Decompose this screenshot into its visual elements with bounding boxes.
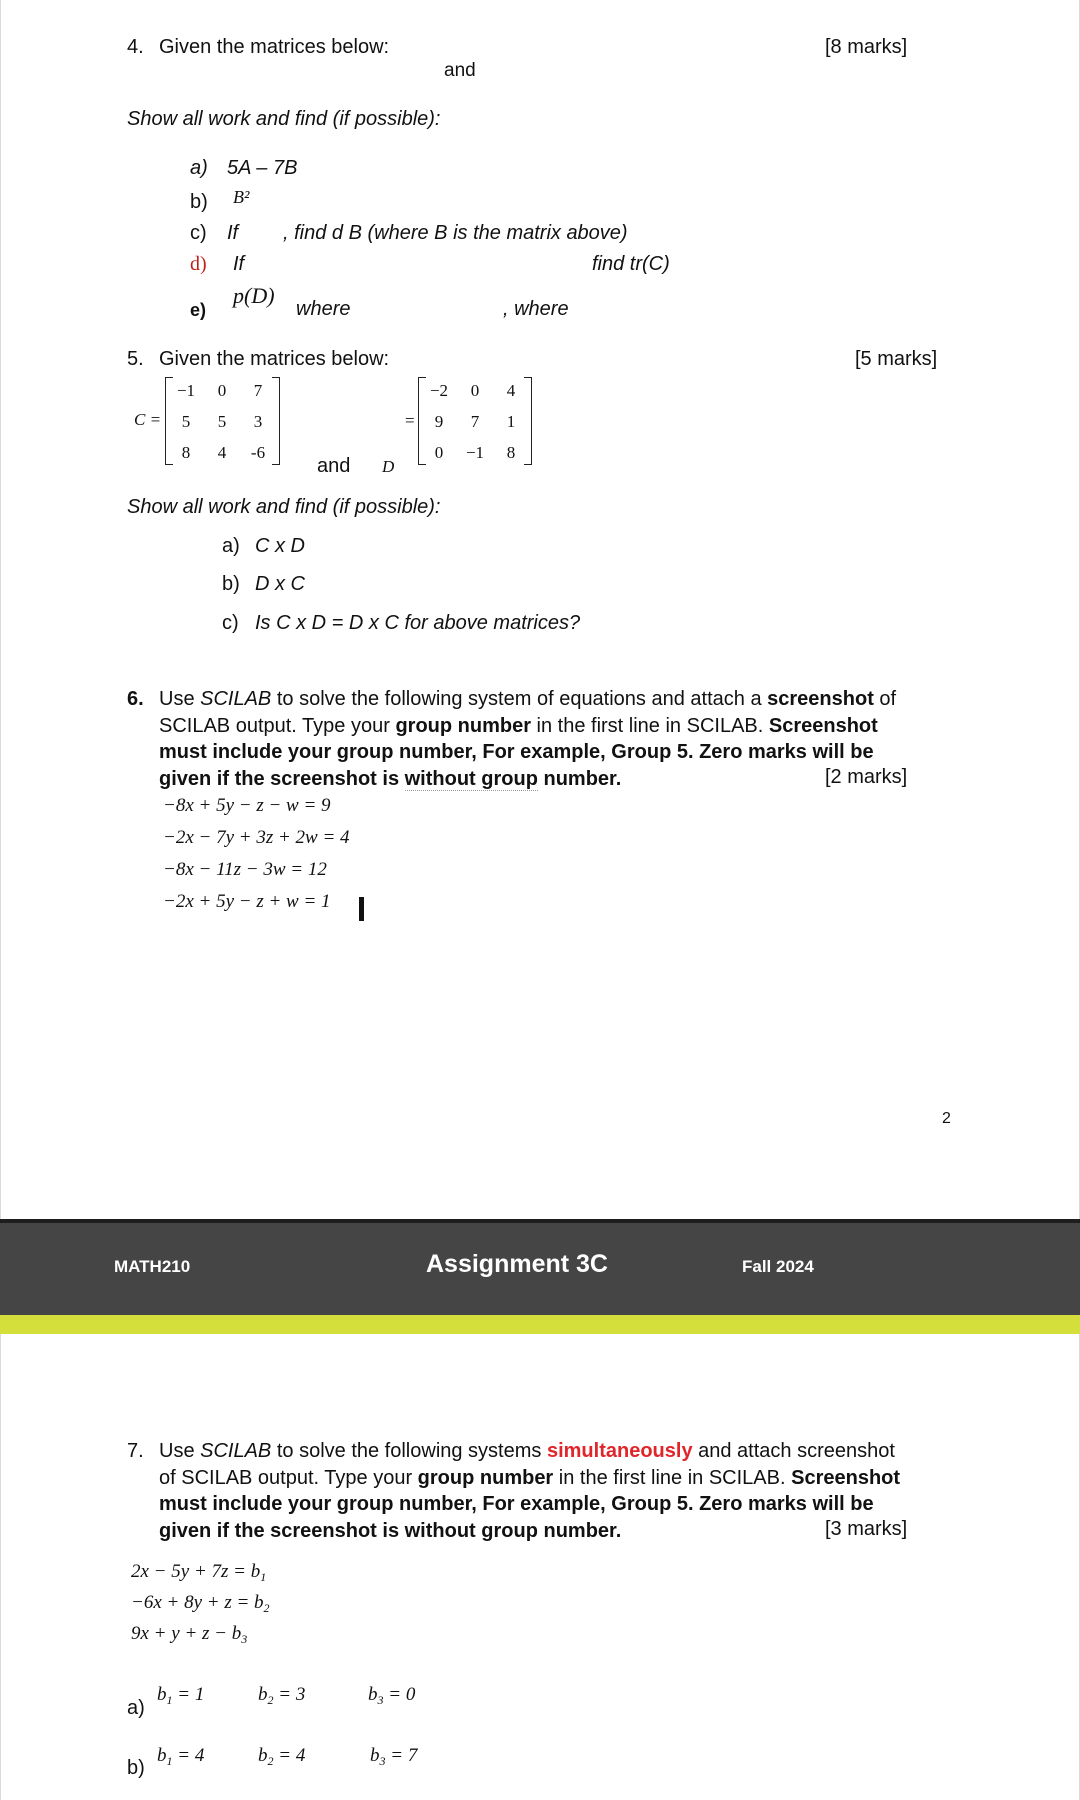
value: = 4 <box>278 1745 306 1766</box>
equation-text: 9x + y + z − b <box>131 1623 242 1644</box>
screenshot-text: Screenshot <box>791 1466 901 1489</box>
text: Use <box>159 1440 201 1462</box>
matrix-cell: 9 <box>434 411 444 431</box>
text: without group <box>404 767 538 790</box>
q4-item-c-if: If <box>227 222 239 244</box>
q7-case-a-b2 <box>258 1684 305 1708</box>
screenshot-text: screenshot <box>767 688 874 710</box>
matrix-cell: -6 <box>250 442 266 462</box>
q5-matrix-d <box>421 375 529 468</box>
value: = 3 <box>278 1684 306 1705</box>
q4-item-b-label: b) <box>190 191 208 213</box>
q7-case-a-b3 <box>368 1684 415 1708</box>
q4-item-d-label: d) <box>190 253 207 275</box>
q7-line-2 <box>159 1465 949 1492</box>
b-letter: b <box>157 1745 167 1766</box>
q5-and: and <box>317 455 351 477</box>
value: = 4 <box>177 1745 205 1766</box>
subscript: 3 <box>377 1693 384 1707</box>
q7-line-4: given if the screenshot is without group number. <box>159 1519 622 1542</box>
q7-equation-1 <box>131 1561 266 1585</box>
subscript: 2 <box>263 1601 270 1615</box>
matrix-cell: 0 <box>434 442 444 462</box>
page-left-edge <box>0 0 1 1800</box>
screenshot-text: Screenshot <box>768 714 878 737</box>
matrix-cell: 4 <box>217 442 227 462</box>
b-letter: b <box>370 1745 380 1766</box>
q7-case-b-b1 <box>157 1745 204 1769</box>
q4-item-a-text: 5A – 7B <box>227 157 298 179</box>
q7-case-a-b1 <box>157 1684 204 1708</box>
q4-item-e-expr: p(D) <box>233 283 275 308</box>
text: given if the screenshot is <box>159 767 405 790</box>
q4-item-c-text: , find d B (where B is the matrix above) <box>283 222 628 244</box>
matrix-cell: 1 <box>506 411 516 431</box>
text: of SCILAB output. Type your <box>159 1466 418 1489</box>
equation-text: 2x − 5y + 7z = b <box>131 1561 261 1582</box>
q5-item-a-label: a) <box>222 535 240 557</box>
q6-line-3: must include your group number, For example, Group 5. Zero marks will be <box>159 741 874 763</box>
q7-case-b-b2 <box>258 1745 305 1769</box>
matrix-cell: 5 <box>181 411 191 431</box>
text-cursor <box>359 897 364 921</box>
subscript: 1 <box>166 1754 173 1768</box>
text: in the first line in SCILAB. <box>530 714 769 737</box>
q5-marks: [5 marks] <box>855 348 938 370</box>
page-number: 2 <box>942 1110 951 1127</box>
q7-case-b-label: b) <box>127 1757 145 1779</box>
q6-line-1 <box>159 686 949 713</box>
q7-marks: [3 marks] <box>825 1518 908 1540</box>
q4-item-d-text: find tr(C) <box>592 253 670 275</box>
matrix-cell: 7 <box>253 380 263 400</box>
matrix-cell: 5 <box>217 411 227 431</box>
b-letter: b <box>368 1684 378 1705</box>
matrix-cell: 4 <box>506 380 516 400</box>
scilab-text: SCILAB <box>200 1440 272 1462</box>
text: Use <box>159 688 201 710</box>
q5-show-work: Show all work and find (if possible): <box>127 496 441 518</box>
q5-item-c-label: c) <box>222 612 239 634</box>
q6-number: 6. <box>127 688 144 710</box>
q5-number: 5. <box>127 348 144 370</box>
text: of <box>873 688 897 710</box>
q4-item-e-label: e) <box>190 300 207 320</box>
q5-matrix-c <box>168 375 276 468</box>
value: = 0 <box>388 1684 416 1705</box>
q4-show-work: Show all work and find (if possible): <box>127 108 441 130</box>
q6-line-2 <box>159 713 949 740</box>
footer-course: MATH210 <box>114 1257 191 1276</box>
footer-term: Fall 2024 <box>742 1257 814 1276</box>
matrix-cell: 3 <box>253 411 263 431</box>
matrix-cell: 7 <box>470 411 480 431</box>
b-letter: b <box>258 1684 268 1705</box>
subscript: 1 <box>166 1693 173 1707</box>
text: SCILAB output. Type your <box>159 714 396 737</box>
q5-matrix-c-right-bracket <box>272 377 280 465</box>
equation-text: −6x + 8y + z = b <box>131 1592 264 1613</box>
q6-equation-4: −2x + 5y − z + w = 1 <box>163 891 331 912</box>
matrix-cell: −1 <box>176 380 196 400</box>
q6-equation-2: −2x − 7y + 3z + 2w = 4 <box>163 827 350 848</box>
footer-title: Assignment 3C <box>426 1250 608 1278</box>
q4-and: and <box>444 60 476 81</box>
q4-item-e-where2: , where <box>503 298 569 320</box>
q4-item-e-where: where <box>296 298 351 320</box>
matrix-cell: −1 <box>465 442 485 462</box>
q7-equation-3 <box>131 1623 247 1647</box>
text: in the first line in SCILAB. <box>553 1466 792 1489</box>
q4-item-d-if: If <box>233 253 245 275</box>
text: number. <box>537 767 622 790</box>
subscript: 2 <box>267 1754 274 1768</box>
text: to solve the following system of equations and attach a <box>271 688 768 710</box>
text: and attach screenshot <box>692 1440 895 1462</box>
matrix-cell: 0 <box>470 380 480 400</box>
subscript: 3 <box>241 1632 248 1646</box>
value: = 1 <box>177 1684 205 1705</box>
subscript: 3 <box>379 1754 386 1768</box>
q4-number: 4. <box>127 36 144 58</box>
q5-intro: Given the matrices below: <box>159 348 390 370</box>
q5-item-b-label: b) <box>222 573 240 595</box>
q7-line-1 <box>159 1438 949 1465</box>
q7-case-a-label: a) <box>127 1697 145 1719</box>
q7-line-3: must include your group number, For example, Group 5. Zero marks will be <box>159 1493 874 1515</box>
q4-marks: [8 marks] <box>825 36 908 58</box>
q5-matrix-d-right-bracket <box>524 377 532 465</box>
q4-item-b-text: B² <box>233 187 250 207</box>
b-letter: b <box>258 1745 268 1766</box>
group-number-text: group number <box>417 1466 554 1489</box>
q7-number: 7. <box>127 1440 144 1462</box>
matrix-cell: 0 <box>217 380 227 400</box>
text: to solve the following systems <box>271 1440 547 1462</box>
subscript: 1 <box>260 1570 267 1584</box>
value: = 7 <box>390 1745 418 1766</box>
q4-item-a-label: a) <box>190 157 208 179</box>
q6-equation-3: −8x − 11z − 3w = 12 <box>163 859 327 880</box>
q6-marks: [2 marks] <box>825 766 908 788</box>
footer-banner <box>0 1219 1080 1319</box>
scilab-text: SCILAB <box>200 688 272 710</box>
subscript: 2 <box>267 1693 274 1707</box>
matrix-cell: −2 <box>429 380 449 400</box>
q7-equation-2 <box>131 1592 270 1616</box>
q5-item-a-text: C x D <box>255 535 305 557</box>
footer-accent-bar <box>0 1315 1080 1334</box>
q5-item-b-text: D x C <box>255 573 305 595</box>
q5-matrix-d-label: D <box>382 457 395 476</box>
q7-case-b-b3 <box>370 1745 417 1769</box>
matrix-cell: 8 <box>181 442 191 462</box>
q4-item-c-label: c) <box>190 222 207 244</box>
simultaneously-text: simultaneously <box>546 1440 693 1462</box>
group-number-text: group number <box>395 714 531 737</box>
q5-item-c-text: Is C x D = D x C for above matrices? <box>255 612 581 634</box>
q5-matrix-d-equals: = <box>405 411 415 430</box>
q6-equation-1: −8x + 5y − z − w = 9 <box>163 795 331 816</box>
q4-intro: Given the matrices below: <box>159 36 390 58</box>
q5-matrix-c-label: C = <box>134 410 162 429</box>
b-letter: b <box>157 1684 167 1705</box>
matrix-cell: 8 <box>506 442 516 462</box>
